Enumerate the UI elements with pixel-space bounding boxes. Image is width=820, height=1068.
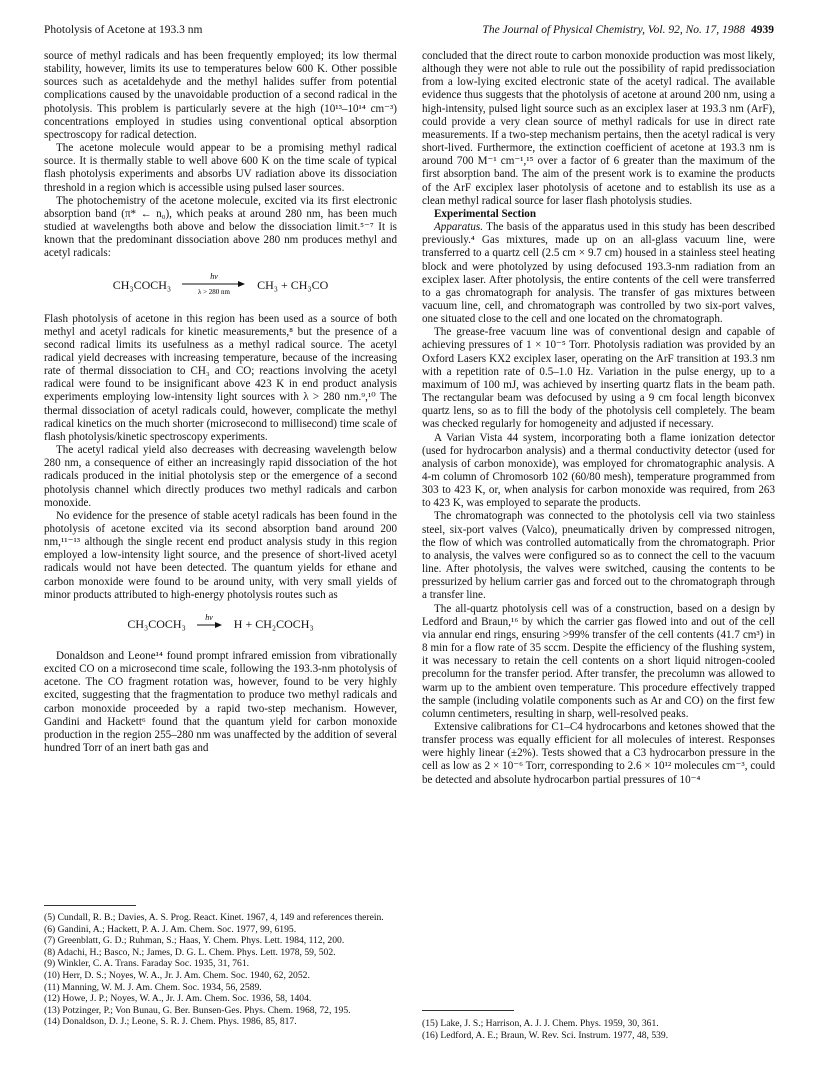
paragraph: The chromatograph was connected to the photolysis cell via two stainless steel, six-port valves (Valco), pneumatically driven by compressed nitrogen, the flow of which was controlled automatically from the chromatograph. Prior to analysis, the valves were configured so as to connect the cell to the vacuum line. After photolysis, the valves were switched, causing the contents to be pressurized by helium carrier gas and forced out to the chromatograph through a transfer line. <box>422 510 775 602</box>
footnote: (16) Ledford, A. E.; Braun, W. Rev. Sci. Instrum. 1977, 48, 539. <box>422 1029 669 1041</box>
subsection-label: Apparatus. <box>434 221 484 234</box>
paragraph: The acetyl radical yield also decreases with decreasing wavelength below 280 nm, a consequence of either an increasingly rapid dissociation of the hot radicals produced in the initial photolysis step or the emergence of a second photolysis channel which directly produces two methyl radicals and carbon monoxide. <box>44 444 397 509</box>
right-column <box>422 50 775 787</box>
paragraph: source of methyl radicals and has been frequently employed; its low thermal stability, however, limits its use to temperatures below 600 K. Other possible sources such as acetaldehyde and the methyl halides suffer from potential complications caused by the unavoidable production of a second radical in the photolysis. This problem is particularly severe at the high (10¹³–10¹⁴ cm⁻³) concentrations employed in studies using conventional optical absorption spectroscopy for radical detection. <box>44 50 397 141</box>
footnote: (8) Adachi, H.; Basco, N.; James, D. G. L. Chem. Phys. Lett. 1978, 59, 502. <box>44 946 336 958</box>
running-head-title: Photolysis of Acetone at 193.3 nm <box>44 24 203 36</box>
section-heading: Experimental Section <box>434 207 536 220</box>
paragraph <box>422 221 775 326</box>
equation-reactant: CH₃COCH₃ <box>112 277 172 292</box>
arrow-label-below: λ > 280 nm <box>198 287 231 296</box>
equation-2 <box>44 614 397 636</box>
journal-citation: The Journal of Physical Chemistry, Vol. 92, No. 17, 1988 <box>482 24 745 36</box>
footnote: (10) Herr, D. S.; Noyes, W. A., Jr. J. Am. Chem. Soc. 1940, 62, 2052. <box>44 969 310 981</box>
paragraph: Extensive calibrations for C1–C4 hydrocarbons and ketones showed that the transfer process was equally efficient for all molecules of interest. Responses were highly linear (±2%). Tests showed that a C3 hydrocarbon pressure in the cell as low as 2 × 10⁻⁶ Torr, corresponding to 2.6 × 10¹² molecules cm⁻³, could be detected and absolute hydrocarbon partial pressures of 10⁻⁴ <box>422 720 775 786</box>
footnotes-right <box>422 1018 772 1041</box>
equation-reactant: CH₃COCH₃ <box>127 616 186 631</box>
footnote: (12) Howe, J. P.; Noyes, W. A., Jr. J. Am. Chem. Soc. 1936, 58, 1404. <box>44 993 312 1005</box>
paragraph: concluded that the direct route to carbon monoxide production was most likely, although they were not able to rule out the possibility of rapid predissociation from a low-lying excited electronic state of the acetyl radical. The available evidence thus suggests that the photolysis of acetone at around 200 nm, using a high-intensity, pulsed light source such as an exciplex laser at 193.3 nm (ArF), could provide a very clean source of methyl radicals for use in direct rate measurements. If a two-step mechanism pertains, then the acetyl radical is very short-lived. Furthermore, the extinction coefficient of acetone at 193.3 nm is around 700 M⁻¹ cm⁻¹,¹⁵ over a factor of 6 greater than the maximum of the first absorption band. The aim of the present work is to examine the products of the ArF exciplex laser photolysis of acetone and to establish its use as a clean methyl radical source for laser flash photolysis studies. <box>422 50 775 207</box>
reaction-arrow <box>180 271 248 297</box>
footnote-rule <box>44 905 136 906</box>
equation-products: H + CH₂COCH₃ <box>233 616 314 631</box>
reaction-arrow <box>195 612 225 634</box>
left-column <box>44 50 397 755</box>
equation-1 <box>44 273 397 299</box>
footnote: (13) Potzinger, P.; Von Bunau, G. Ber. Bunsen-Ges. Phys. Chem. 1968, 72, 195. <box>44 1004 351 1016</box>
paragraph: No evidence for the presence of stable acetyl radicals has been found in the photolysis of acetone excited via its second absorption band around 200 nm,¹¹⁻¹³ although the single recent end product analysis study in this region employed a low-intensity light source, and the presence of short-lived acetyl radicals would not have been detected. The quantum yields for ethane and carbon monoxide were found to be around unity, with very small yields of minor products attributed to high-energy photolysis routes such as <box>44 509 397 601</box>
footnote: (9) Winkler, C. A. Trans. Faraday Soc. 1935, 31, 761. <box>44 958 250 970</box>
paragraph: The grease-free vacuum line was of conventional design and capable of achieving pressures of 1 × 10⁻⁵ Torr. Photolysis radiation was provided by an Oxford Lasers KX2 exciplex laser, operating on the ArF transition at 193.3 nm with a repetition rate of 0.5–1.0 Hz. Variation in the pulse energy, up to a maximum of 100 mJ, was achieved by inserting quartz flats in the beam path. The rectangular beam was defocused by using a 9 cm focal length biconvex quartz lens, so as to fill the body of the photolysis cell completely. The beam was checked regularly for homogeneity and adjusted if necessary. <box>422 326 775 431</box>
page-number: 4939 <box>751 24 774 36</box>
paragraph: Donaldson and Leone¹⁴ found prompt infrared emission from vibrationally excited CO on a microsecond time scale, following the 193.3-nm photolysis of acetone. The CO fragment rotation was, however, found to be very highly excited, suggesting that the fragmentation to produce two methyl radicals and carbon monoxide proceeded by a rapid two-step mechanism. However, Gandini and Hackett⁶ found that the quantum yield for carbon monoxide production in the region 255–280 nm was unaffected by the addition of several hundred Torr of an inert bath gas and <box>44 649 397 755</box>
paragraph: A Varian Vista 44 system, incorporating both a flame ionization detector (used for hydrocarbon analysis) and a thermal conductivity detector (used for analysis of carbon monoxide), was employed for chromatographic analysis. A 4-m column of Chromosorb 102 (60/80 mesh), temperature programmed from 303 to 423 K, or, when analysis for carbon monoxide was required, from 263 to 423 K, was employed to separate the products. <box>422 431 775 510</box>
footnote: (15) Lake, J. S.; Harrison, A. J. J. Chem. Phys. 1959, 30, 361. <box>422 1018 659 1029</box>
footnote: (11) Manning, W. M. J. Am. Chem. Soc. 1934, 56, 2589. <box>44 981 262 993</box>
footnote: (6) Gandini, A.; Hackett, P. A. J. Am. Chem. Soc. 1977, 99, 6195. <box>44 923 297 935</box>
arrow-label-above: hν <box>205 612 213 622</box>
footnotes-left <box>44 912 394 1028</box>
equation-products: CH₃ + CH₃CO <box>257 277 329 292</box>
footnote: (7) Greenblatt, G. D.; Ruhman, S.; Haas, Y. Chem. Phys. Lett. 1984, 112, 200. <box>44 935 345 947</box>
footnote: (14) Donaldson, D. J.; Leone, S. R. J. Chem. Phys. 1986, 85, 817. <box>44 1016 297 1028</box>
footnote: (5) Cundall, R. B.; Davies, A. S. Prog. React. Kinet. 1967, 4, 149 and references therein. <box>44 912 384 923</box>
running-head-journal <box>482 24 774 36</box>
paragraph-text: The basis of the apparatus used in this study has been described previously.⁴ Gas mixtures, made up on an all-glass vacuum line, were transferred to a quartz cell (2.5 cm × 9.7 cm) housed in a stainless steel heating block and were photolyzed by using defocused 193.3-nm radiation from an exciplex laser. After photolysis, the entire contents of the cell were transferred to a gas chromatograph for analysis. The transfer of gas mixtures between vacuum line, cell, and chromatograph was controlled by two six-port valves, one situated close to the cell and one located on the chromatograph. <box>422 221 775 326</box>
footnote-rule <box>422 1010 514 1011</box>
paragraph: The photochemistry of the acetone molecule, excited via its first electronic absorption band (π* ← n₀), which peaks at around 280 nm, has been much studied at wavelengths both above and below the dissociation limit.⁵⁻⁷ It is known that the predominant dissociation above 280 nm produces methyl and acetyl radicals: <box>44 194 397 260</box>
paragraph: Flash photolysis of acetone in this region has been used as a source of both methyl and acetyl radicals for kinetic measurements,⁸ but the presence of a second radical limits its usefulness as a methyl radical source. The acetyl radical yield decreases with increasing temperature, because of the increasing rate of thermal dissociation to CH₃ and CO; reactions involving the acetyl radical were found to be insignificant above 423 K in end product analysis experiments employing low-intensity light sources with λ > 280 nm.⁹,¹⁰ The thermal dissociation of acetyl radicals could, however, complicate the methyl radical kinetics on the much shorter (microsecond to millisecond) time scale of flash photolysis/kinetic spectroscopy experiments. <box>44 312 397 443</box>
paragraph: The all-quartz photolysis cell was of a construction, based on a design by Ledford and Braun,¹⁶ by which the carrier gas flowed into and out of the cell via annular end rings, ensuring >99% transfer of the cell contents (41.7 cm³) in 8 min for a flow rate of 35 sccm. Despite the efficiency of the flushing system, it was necessary to retain the cell contents on a short liquid nitrogen-cooled precolumn for the transfer period. After transfer, the precolumn was allowed to warm up to the ambient oven temperature. This procedure effectively trapped the sample (including volatile components such as Ar and CO) on the first few column centimeters, resulting in sharp, well-resolved peaks. <box>422 602 775 720</box>
paragraph: The acetone molecule would appear to be a promising methyl radical source. It is thermally stable to well above 600 K on the time scale of typical flash photolysis experiments and absorbs UV radiation above its dissociation threshold in a region which is accessible using pulsed laser sources. <box>44 142 397 194</box>
arrow-label-above: hν <box>210 271 218 281</box>
